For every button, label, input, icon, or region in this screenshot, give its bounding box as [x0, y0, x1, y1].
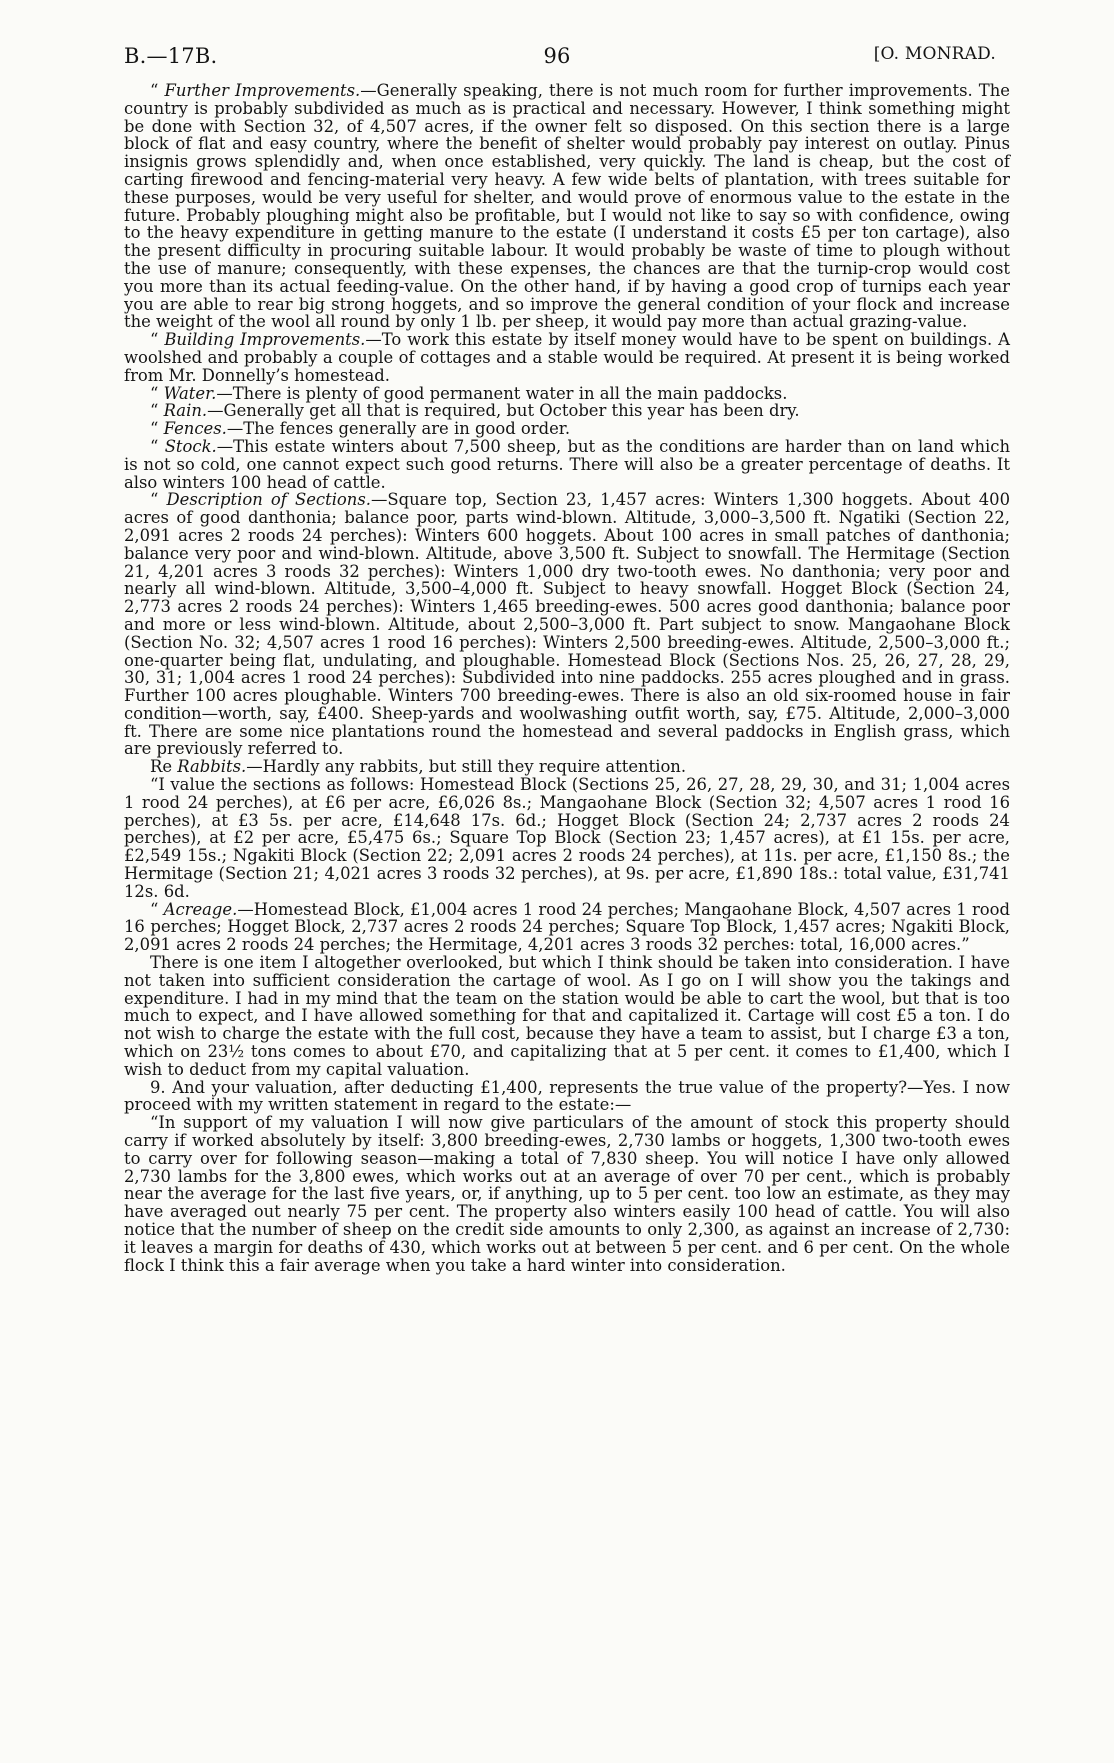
paragraph-question-9: 9. And your valuation, after deducting £1,400, represents the true value of the property?—Yes. I now proceed with my written statement in regard to the estate:—	[124, 1077, 1010, 1115]
paragraph-fences: “ Fences.—The fences generally are in good order.	[150, 419, 571, 439]
paragraph-stock: “ Stock.—This estate winters about 7,500 sheep, but as the conditions are harder than on land which is not so cold, one cannot expect such good returns. There will also be a greater percentage of deaths. It also winters 100 head of cattle.	[124, 436, 1010, 492]
paragraph-stock-particulars: “In support of my valuation I will now give particulars of the amount of stock this property should carry if worked absolutely by itself: 3,800 breeding-ewes, 2,730 lambs or hoggets, 1,300 two-tooth ewes to carry over for following season—making a total of 7,830 sheep. You will notice I have only allowed 2,730 lambs for the 3,800 ewes, which works out at an average of over 70 per cent., which is probably near the average for the last five years, or, if anything, up to 5 per cent. too low an estimate, as they may have averaged out nearly 75 per cent. The property also winters easily 100 head of cattle. You will also notice that the number of sheep on the credit side amounts to only 2,300, as against an increase of 2,730: it leaves a margin for deaths of 430, which works out at between 5 per cent. and 6 per cent. On the whole flock I think this a fair average when you take a hard winter into consideration.	[124, 1113, 1010, 1275]
paragraph-acreage: “ Acreage.—Homestead Block, £1,004 acres 1 rood 24 perches; Mangaohane Block, 4,507 acres 1 rood 16 perches; Hogget Block, 2,737 acres 2 roods 24 perches; Square Top Block, 1,457 acres; Ngakiti Block, 2,091 acres 2 roods 24 perches; the Hermitage, 4,201 acres 3 roods 32 perches: total, 16,000 acres.”	[124, 899, 1011, 955]
paragraph-cartage: There is one item I altogether overlooked, but which I think should be taken into consideration. I have not taken into sufficient consideration the cartage of wool. As I go on I will show you the takings and expenditure. I had in my mind that the team on the station would be able to cart the wool, but that is too much to expect, and I have allowed something for that and capitalized it. Cartage will cost £5 a ton. I do not wish to charge the estate with the full cost, because they have a team to assist, but I charge £3 a ton, which on 23½ tons comes to about £70, and capitalizing that at 5 per cent. it comes to £1,400, which I wish to deduct from my capital valuation.	[124, 953, 1010, 1079]
paragraph-description-of-sections: “ Description of Sections.—Square top, Section 23, 1,457 acres: Winters 1,300 hoggets. About 400 acres of good danthonia; balance poor, parts wind-blown. Altitude, 3,000–3,500 ft. Ngatiki (Section 22, 2,091 acres 2 roods 24 perches): Winters 600 hoggets. About 100 acres in small patches of danthonia; balance very poor and wind-blown. Altitude, above 3,500 ft. Subject to snowfall. The Hermitage (Section 21, 4,201 acres 3 roods 32 perches): Winters 1,000 dry two-tooth ewes. No danthonia; very poor and nearly all wind-blown. Altitude, 3,500–4,000 ft. Subject to heavy snowfall. Hogget Block (Section 24, 2,773 acres 2 roods 24 perches): Winters 1,465 breeding-ewes. 500 acres good danthonia; balance poor and more or less wind-blown. Altitude, about 2,500–3,000 ft. Part subject to snow. Mangaohane Block (Section No. 32; 4,507 acres 1 rood 16 perches): Winters 2,500 breeding-ewes. Altitude, 2,500–3,000 ft.; one-quarter being flat, undulating, and ploughable. Homestead Block (Sections Nos. 25, 26, 27, 28, 29, 30, 31; 1,004 acres 1 rood 24 perches): Subdivided into nine paddocks. 255 acres ploughed and in grass. Further 100 acres ploughable. Winters 700 breeding-ewes. There is also an old six-roomed house in fair condition—worth, say, £400. Sheep-yards and woolwashing outfit worth, say, £75. Altitude, 2,000–3,000 ft. There are some nice plantations round the homestead and several paddocks in English grass, which are previously referred to.	[124, 490, 1011, 759]
body-text	[124, 82, 1010, 1274]
paragraph-further-improvements: “ Further Improvements.—Generally speaking, there is not much room for further improvements. The country is probably subdivided as much as is practical and necessary. However, I think something might be done with Section 32, of 4,507 acres, if the owner felt so disposed. On this section there is a large block of flat and easy country, where the benefit of shelter would probably pay interest on outlay. Pinus insignis grows splendidly and, when once established, very quickly. The land is cheap, but the cost of carting firewood and fencing-material very heavy. A few wide belts of plantation, with trees suitable for these purposes, would be very useful for shelter, and would prove of enormous value to the estate in the future. Probably ploughing might also be profitable, but I would not like to say so with confidence, owing to the heavy expenditure in getting manure to the estate (I understand it costs £5 per ton cartage), also the present difficulty in procuring suitable labour. It would probably be waste of time to plough without the use of manure; consequently, with these expenses, the chances are that the turnip-crop would cost you more than its actual feeding-value. On the other hand, if by having a good crop of turnips each year you are able to rear big strong hoggets, and so improve the general condition of your flock and increase the weight of the wool all round by only 1 lb. per sheep, it would pay more than actual grazing-value.	[124, 81, 1010, 332]
paragraph-water: “ Water.—There is plenty of good permanent water in all the main paddocks.	[150, 383, 788, 403]
paragraph-rabbits: Re Rabbits.—Hardly any rabbits, but still they require attention.	[150, 757, 687, 777]
paragraph-building-improvements: “ Building Improvements.—To work this estate by itself money would have to be spent on buildings. A woolshed and probably a couple of cottages and a stable would be required. At present it is being worked from Mr. Donnelly’s homestead.	[124, 330, 1010, 385]
page-number: 96	[543, 44, 571, 68]
paragraph-rain: “ Rain.—Generally get all that is required, but October this year has been dry.	[150, 401, 800, 421]
document-reference: B.—17B.	[124, 44, 218, 68]
paragraph-valuation: “I value the sections as follows: Homestead Block (Sections 25, 26, 27, 28, 29, 30, and 31; 1,004 acres 1 rood 24 perches), at £6 per acre, £6,026 8s.; Mangaohane Block (Section 32; 4,507 acres 1 rood 16 perches), at £3 5s. per acre, £14,648 17s. 6d.; Hogget Block (Section 24; 2,737 acres 2 roods 24 perches), at £2 per acre, £5,475 6s.; Square Top Block (Section 23; 1,457 acres), at £1 15s. per acre, £2,549 15s.; Ngakiti Block (Section 22; 2,091 acres 2 roods 24 perches), at 11s. per acre, £1,150 8s.; the Hermitage (Section 21; 4,021 acres 3 roods 32 perches), at 9s. per acre, £1,890 18s.: total value, £31,741 12s. 6d.	[124, 775, 1010, 901]
witness-name: [O. MONRAD.	[873, 44, 996, 64]
